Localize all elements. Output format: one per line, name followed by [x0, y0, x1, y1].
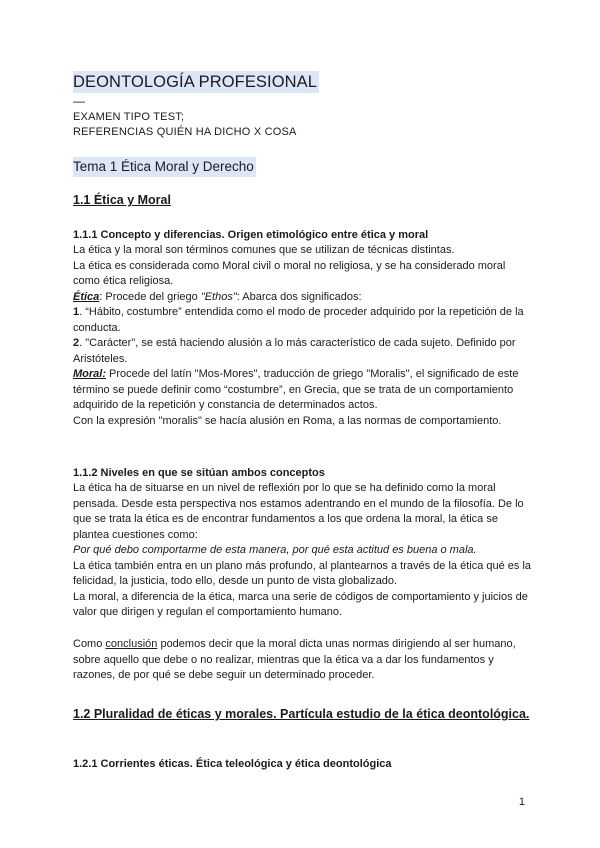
paragraph: Con la expresión "moralis" se hacía alusión en Roma, a las normas de comportamiento.	[73, 414, 502, 427]
section-heading-1-2-1: 1.2.1 Corrientes éticas. Ética teleológica y ética deontológica	[73, 758, 392, 770]
etica-text: : Procede del griego	[99, 290, 201, 303]
list-text: . "Carácter", se está haciendo alusión a lo más característico de cada sujeto. Definido por Aristóteles.	[73, 337, 516, 365]
section-heading-1-1: 1.1 Ética y Moral	[73, 193, 171, 207]
document-title: DEONTOLOGÍA PROFESIONAL	[73, 73, 318, 91]
italic-question: Por qué debo comportarme de esta manera, por qué esta actitud es buena o mala.	[73, 544, 477, 556]
conclusion-text-b: podemos decir que la moral dicta unas normas dirigiendo al ser humano, sobre aquello que debe o no realizar, mientras que la ética va a dar los fundamentos y razones, de por qué se debe seguir un determinado proceder.	[73, 638, 516, 681]
moral-label: Moral:	[73, 368, 106, 380]
list-number: 2	[73, 337, 80, 349]
subtitle-references: REFERENCIAS QUIÉN HA DICHO X COSA	[73, 126, 297, 138]
paragraph: La ética también entra en un plano más profundo, al plantearnos a través de la ética qué es la felicidad, la justicia, todo ello, desde un punto de vista globalizado.	[73, 559, 532, 587]
etica-text-b: : Abarca dos significados:	[236, 290, 362, 303]
list-text: . “Hábito, costumbre” entendida como el modo de proceder adquirido por la repetición de la conducta.	[73, 306, 524, 334]
tema-heading: Tema 1 Ética Moral y Derecho	[73, 157, 256, 177]
conclusion-paragraph	[73, 637, 533, 684]
ethos-term: "Ethos"	[200, 290, 237, 303]
paragraph	[73, 367, 533, 414]
section-heading-1-1-1: 1.1.1 Concepto y diferencias. Origen etimológico entre ética y moral	[73, 229, 429, 241]
section-1-1-2-body	[73, 481, 533, 621]
moral-text: Procede del latín "Mos-Mores", traducción de griego "Moralis", el significado de este término se puede definir como “costumbre”, en Grecia, que se trata de un comportamiento adquirido de la repetición y constancia de determinados actos.	[73, 368, 519, 411]
section-heading-1-2: 1.2 Pluralidad de éticas y morales. Partícula estudio de la ética deontológica.	[73, 707, 530, 721]
conclusion-text-a: Como	[73, 638, 106, 650]
list-item	[73, 336, 533, 367]
paragraph: La ética es considerada como Moral civil o moral no religiosa, y se ha considerado moral como ética religiosa.	[73, 259, 506, 287]
section-heading-1-1-2: 1.1.2 Niveles en que se sitúan ambos conceptos	[73, 467, 325, 479]
paragraph	[73, 290, 533, 306]
paragraph: La moral, a diferencia de la ética, marca una serie de códigos de comportamiento y juicios de valor que dirigen y regulan el comportamiento humano.	[73, 590, 528, 618]
subtitle-exam: EXAMEN TIPO TEST;	[73, 111, 185, 123]
paragraph: La ética y la moral son términos comunes que se utilizan de técnicas distintas.	[73, 244, 455, 256]
list-number: 1	[73, 306, 80, 318]
title-dash: —	[73, 94, 85, 108]
paragraph	[73, 637, 533, 684]
etica-label: Ética	[73, 290, 100, 303]
paragraph: La ética ha de situarse en un nivel de reflexión por lo que se ha definido como la moral pensada. Desde esta perspectiva nos estamos adentrando en el mundo de la filosofía. De lo que se trata la ética es de encontrar fundamentos a los que ordena la moral, la ética se plantea cuestiones como:	[73, 482, 524, 541]
list-item	[73, 305, 533, 336]
conclusion-word: conclusión	[105, 638, 158, 650]
section-1-1-1-body	[73, 243, 533, 429]
page-number: 1	[518, 796, 525, 808]
